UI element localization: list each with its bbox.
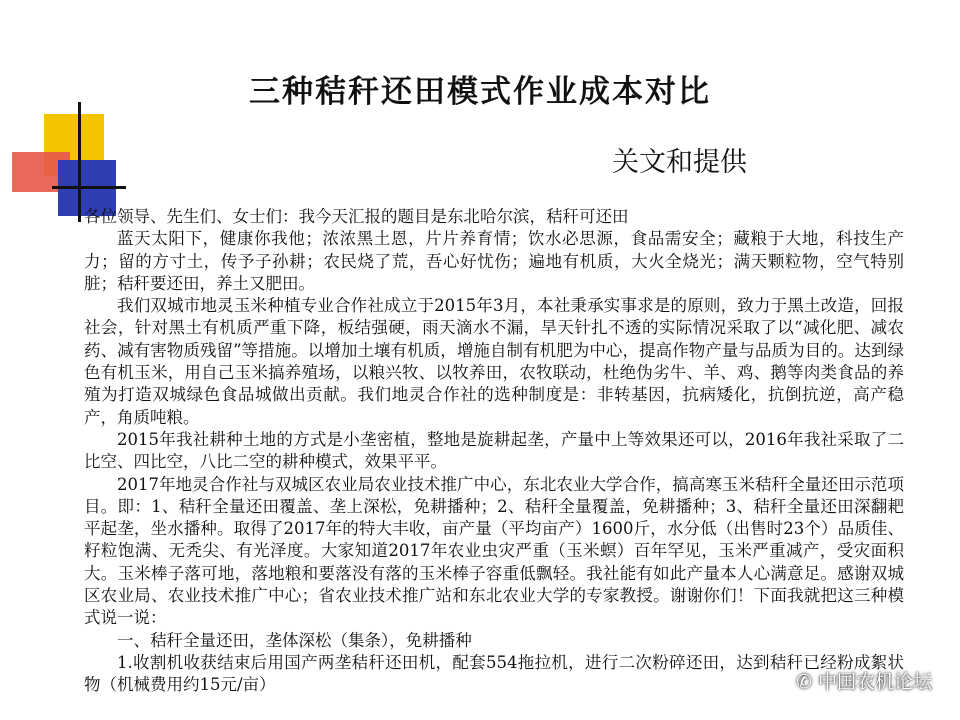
paragraph-poem: 蓝天太阳下，健康你我他；浓浓黑土恩，片片养育情；饮水必思源，食品需安全；藏粮于大地，科技生产力；留的方寸土，传予子孙耕；农民烧了荒，吾心好忧伤；遍地有机质，大火全烧光；满天颗粒物，空气特别脏；秸秆要还田，养土又肥田。 bbox=[84, 229, 904, 293]
paragraph-step-1: 1.收割机收获结束后用国产两垄秸秆还田机，配套554拖拉机，进行二次粉碎还田，达到秸秆已经粉成絮状物（机械费用约15元/亩） bbox=[84, 652, 904, 695]
document-body bbox=[84, 206, 904, 697]
watermark-text: 中国农机论坛 bbox=[817, 671, 932, 693]
paragraph-greeting: 各位领导、先生们、女士们：我今天汇报的题目是东北哈尔滨，秸秆可还田 bbox=[84, 207, 629, 226]
watermark bbox=[796, 667, 932, 694]
page-title: 三种秸秆还田模式作业成本对比 bbox=[249, 74, 711, 110]
paragraph-cooperative-intro: 我们双城市地灵玉米种植专业合作社成立于2015年3月，本社秉承实事求是的原则，致力于黑土改造，回报社会，针对黑土有机质严重下降，板结强硬，雨天滴水不漏，旱天针扎不透的实际情况采取了以“减化肥、减农药、减有害物质残留”等措施。以增加土壤有机质，增施自制有机肥为中心，提高作物产量与品质为目的。达到绿色有机玉米，用自己玉米搞养殖场，以粮兴牧、以牧养田，农牧联动，杜绝伪劣牛、羊、鸡、鹅等肉类食品的养殖为打造双城绿色食品城做出贡献。我们地灵合作社的选种制度是：非转基因，抗病矮化，抗倒抗逆，高产稳产，角质吨粮。 bbox=[84, 296, 904, 427]
wechat-icon: ✆ bbox=[796, 671, 812, 693]
paragraph-2015-2016: 2015年我社耕种土地的方式是小垄密植，整地是旋耕起垄，产量中上等效果还可以，2016年我社采取了二比空、四比空，八比二空的耕种模式，效果平平。 bbox=[84, 429, 904, 472]
author-credit: 关文和提供 bbox=[612, 147, 747, 178]
section-heading-mode-1: 一、秸秆全量还田，垄体深松（集条），免耕播种 bbox=[117, 630, 472, 650]
decor-horizontal-line bbox=[52, 186, 126, 189]
paragraph-2017: 2017年地灵合作社与双城区农业局农业技术推广中心，东北农业大学合作，搞高寒玉米秸秆全量还田示范项目。即：1、秸秆全量还田覆盖、垄上深松，免耕播种；2、秸秆全量覆盖，免耕播种；3、秸秆全量还田深翻耙平起垄，坐水播种。取得了2017年的特大丰收，亩产量（平均亩产）1600斤，水分低（出售时23个）品质佳、籽粒饱满、无秃尖、有光泽度。大家知道2017年农业虫灾严重（玉米螟）百年罕见，玉米严重减产，受灾面积大。玉米棒子落可地，落地粮和要落没有落的玉米棒子容重低飘轻。我社能有如此产量本人心满意足。感谢双城区农业局、农业技术推广中心；省农业技术推广站和东北农业大学的专家教授。谢谢你们！下面我就把这三种模式说一说： bbox=[84, 474, 904, 628]
decor-vertical-line bbox=[78, 102, 81, 222]
